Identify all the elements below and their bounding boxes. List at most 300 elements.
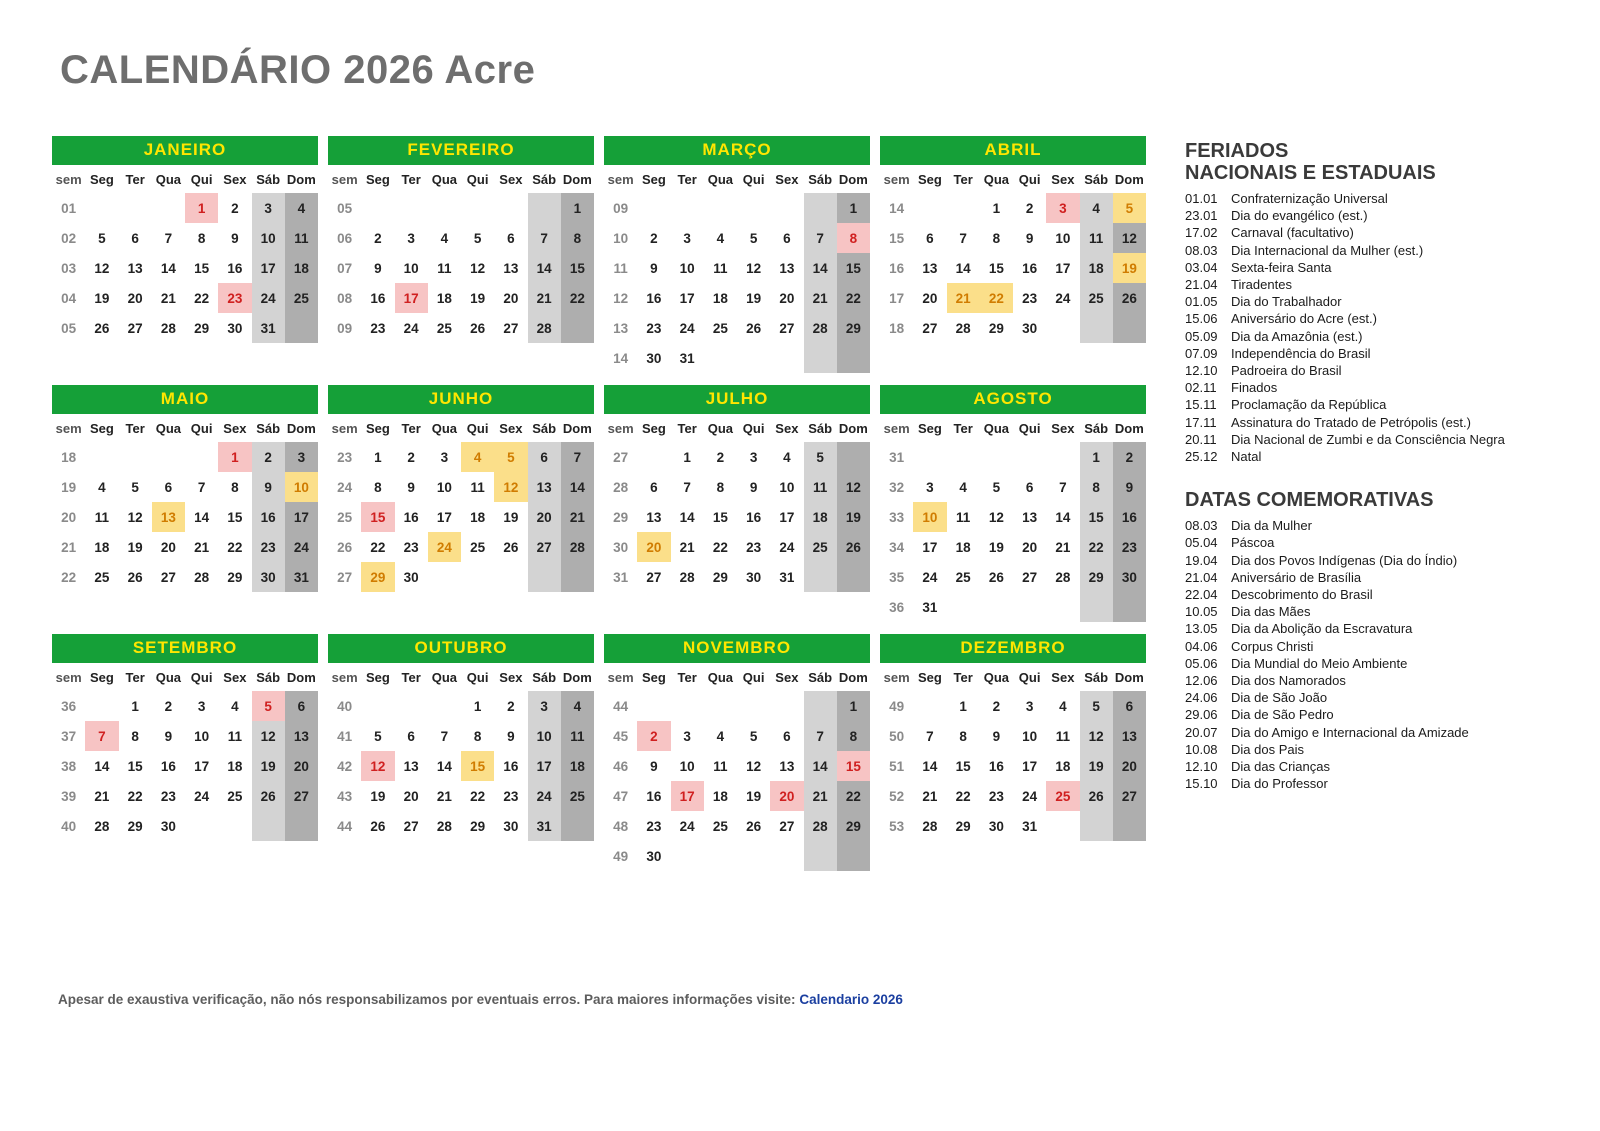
- day-cell[interactable]: 28: [194, 569, 210, 585]
- day-cell[interactable]: 3: [252, 193, 285, 223]
- day-cell[interactable]: 30: [160, 818, 176, 834]
- day-cell[interactable]: 19: [127, 539, 143, 555]
- day-cell[interactable]: 20: [1113, 751, 1146, 781]
- day-cell[interactable]: 18: [712, 788, 728, 804]
- day-cell[interactable]: 4: [461, 442, 494, 472]
- day-cell[interactable]: 27: [528, 532, 561, 562]
- day-cell[interactable]: 29: [194, 320, 210, 336]
- day-cell[interactable]: 2: [637, 721, 670, 751]
- day-cell[interactable]: 22: [194, 290, 210, 306]
- day-cell[interactable]: 3: [407, 230, 415, 246]
- day-cell[interactable]: 19: [837, 502, 870, 532]
- day-cell[interactable]: 18: [285, 253, 318, 283]
- day-cell[interactable]: 28: [561, 532, 594, 562]
- day-cell[interactable]: 3: [1046, 193, 1079, 223]
- day-cell[interactable]: 11: [437, 260, 452, 276]
- day-cell[interactable]: 27: [779, 320, 795, 336]
- day-cell[interactable]: 24: [528, 781, 561, 811]
- day-cell[interactable]: 21: [160, 290, 176, 306]
- day-cell[interactable]: 17: [436, 509, 452, 525]
- day-cell[interactable]: 5: [252, 691, 285, 721]
- day-cell[interactable]: 2: [1025, 200, 1034, 216]
- day-cell[interactable]: 5: [749, 728, 758, 744]
- day-cell[interactable]: 16: [160, 758, 176, 774]
- day-cell[interactable]: 31: [679, 350, 695, 366]
- day-cell[interactable]: 5: [1113, 193, 1146, 223]
- day-cell[interactable]: 25: [436, 320, 452, 336]
- day-cell[interactable]: 10: [194, 728, 210, 744]
- day-cell[interactable]: 13: [127, 260, 143, 276]
- day-cell[interactable]: 15: [837, 751, 870, 781]
- day-cell[interactable]: 26: [127, 569, 143, 585]
- day-cell[interactable]: 21: [947, 283, 980, 313]
- day-cell[interactable]: 16: [1022, 260, 1038, 276]
- day-cell[interactable]: 22: [1080, 532, 1113, 562]
- day-cell[interactable]: 8: [1080, 472, 1113, 502]
- day-cell[interactable]: 26: [94, 320, 110, 336]
- day-cell[interactable]: 22: [470, 788, 486, 804]
- day-cell[interactable]: 14: [804, 253, 837, 283]
- day-cell[interactable]: 25: [561, 781, 594, 811]
- day-cell[interactable]: 29: [1080, 562, 1113, 592]
- day-cell[interactable]: 5: [992, 479, 1001, 495]
- day-cell[interactable]: 3: [285, 442, 318, 472]
- day-cell[interactable]: 6: [131, 230, 139, 246]
- day-cell[interactable]: 8: [992, 230, 1001, 246]
- day-cell[interactable]: 24: [679, 818, 695, 834]
- day-cell[interactable]: 20: [503, 290, 519, 306]
- day-cell[interactable]: 23: [988, 788, 1004, 804]
- day-cell[interactable]: 31: [285, 562, 318, 592]
- day-cell[interactable]: 13: [403, 758, 419, 774]
- day-cell[interactable]: 30: [227, 320, 243, 336]
- day-cell[interactable]: 12: [837, 472, 870, 502]
- day-cell[interactable]: 29: [127, 818, 143, 834]
- day-cell[interactable]: 6: [507, 230, 515, 246]
- day-cell[interactable]: 30: [403, 569, 419, 585]
- day-cell[interactable]: 31: [252, 313, 285, 343]
- day-cell[interactable]: 21: [194, 539, 210, 555]
- day-cell[interactable]: 7: [804, 223, 837, 253]
- day-cell[interactable]: 5: [131, 479, 139, 495]
- day-cell[interactable]: 20: [637, 532, 670, 562]
- day-cell[interactable]: 22: [561, 283, 594, 313]
- day-cell[interactable]: 28: [804, 313, 837, 343]
- day-cell[interactable]: 19: [746, 788, 762, 804]
- day-cell[interactable]: 1: [218, 442, 251, 472]
- day-cell[interactable]: 6: [164, 479, 173, 495]
- day-cell[interactable]: 7: [164, 230, 173, 246]
- day-cell[interactable]: 24: [403, 320, 419, 336]
- day-cell[interactable]: 17: [194, 758, 210, 774]
- day-cell[interactable]: 14: [94, 758, 110, 774]
- day-cell[interactable]: 11: [955, 509, 971, 525]
- day-cell[interactable]: 5: [804, 442, 837, 472]
- day-cell[interactable]: 18: [1055, 758, 1071, 774]
- day-cell[interactable]: 25: [227, 788, 243, 804]
- day-cell[interactable]: 18: [712, 290, 728, 306]
- day-cell[interactable]: 8: [561, 223, 594, 253]
- day-cell[interactable]: 21: [804, 781, 837, 811]
- day-cell[interactable]: 29: [955, 818, 971, 834]
- day-cell[interactable]: 10: [1055, 230, 1071, 246]
- day-cell[interactable]: 10: [779, 479, 795, 495]
- day-cell[interactable]: 13: [779, 758, 795, 774]
- day-cell[interactable]: 1: [561, 193, 594, 223]
- day-cell[interactable]: 27: [127, 320, 143, 336]
- day-cell[interactable]: 16: [746, 509, 762, 525]
- day-cell[interactable]: 13: [779, 260, 795, 276]
- day-cell[interactable]: 18: [561, 751, 594, 781]
- day-cell[interactable]: 28: [436, 818, 452, 834]
- day-cell[interactable]: 24: [194, 788, 210, 804]
- day-cell[interactable]: 1: [131, 698, 139, 714]
- day-cell[interactable]: 7: [528, 223, 561, 253]
- day-cell[interactable]: 20: [528, 502, 561, 532]
- day-cell[interactable]: 6: [1113, 691, 1146, 721]
- day-cell[interactable]: 9: [650, 758, 658, 774]
- day-cell[interactable]: 5: [1080, 691, 1113, 721]
- day-cell[interactable]: 23: [218, 283, 251, 313]
- day-cell[interactable]: 14: [436, 758, 452, 774]
- day-cell[interactable]: 2: [407, 449, 415, 465]
- day-cell[interactable]: 1: [185, 193, 218, 223]
- day-cell[interactable]: 1: [374, 449, 382, 465]
- day-cell[interactable]: 10: [679, 758, 695, 774]
- day-cell[interactable]: 21: [528, 283, 561, 313]
- day-cell[interactable]: 11: [1080, 223, 1113, 253]
- day-cell[interactable]: 30: [746, 569, 762, 585]
- day-cell[interactable]: 2: [507, 698, 515, 714]
- day-cell[interactable]: 11: [713, 260, 728, 276]
- day-cell[interactable]: 3: [683, 230, 691, 246]
- day-cell[interactable]: 6: [528, 442, 561, 472]
- day-cell[interactable]: 1: [837, 193, 870, 223]
- day-cell[interactable]: 2: [992, 698, 1001, 714]
- day-cell[interactable]: 18: [1080, 253, 1113, 283]
- day-cell[interactable]: 28: [1055, 569, 1071, 585]
- day-cell[interactable]: 20: [403, 788, 419, 804]
- day-cell[interactable]: 23: [370, 320, 386, 336]
- day-cell[interactable]: 2: [716, 449, 725, 465]
- day-cell[interactable]: 27: [403, 818, 419, 834]
- day-cell[interactable]: 14: [955, 260, 971, 276]
- day-cell[interactable]: 21: [922, 788, 938, 804]
- day-cell[interactable]: 28: [679, 569, 695, 585]
- day-cell[interactable]: 12: [470, 260, 486, 276]
- day-cell[interactable]: 17: [679, 290, 695, 306]
- day-cell[interactable]: 17: [1055, 260, 1071, 276]
- day-cell[interactable]: 24: [1055, 290, 1071, 306]
- day-cell[interactable]: 26: [988, 569, 1004, 585]
- day-cell[interactable]: 26: [746, 320, 762, 336]
- day-cell[interactable]: 26: [470, 320, 486, 336]
- day-cell[interactable]: 24: [252, 283, 285, 313]
- day-cell[interactable]: 21: [561, 502, 594, 532]
- day-cell[interactable]: 9: [164, 728, 173, 744]
- day-cell[interactable]: 10: [285, 472, 318, 502]
- day-cell[interactable]: 27: [1022, 569, 1038, 585]
- day-cell[interactable]: 28: [922, 818, 938, 834]
- day-cell[interactable]: 11: [227, 728, 243, 744]
- day-cell[interactable]: 2: [231, 200, 239, 216]
- day-cell[interactable]: 19: [252, 751, 285, 781]
- day-cell[interactable]: 8: [473, 728, 482, 744]
- day-cell[interactable]: 30: [988, 818, 1004, 834]
- day-cell[interactable]: 10: [252, 223, 285, 253]
- day-cell[interactable]: 4: [440, 230, 449, 246]
- day-cell[interactable]: 6: [1025, 479, 1034, 495]
- day-cell[interactable]: 11: [804, 472, 837, 502]
- day-cell[interactable]: 14: [679, 509, 695, 525]
- day-cell[interactable]: 26: [370, 818, 386, 834]
- day-cell[interactable]: 3: [440, 449, 449, 465]
- day-cell[interactable]: 12: [746, 260, 762, 276]
- day-cell[interactable]: 23: [646, 320, 662, 336]
- day-cell[interactable]: 25: [712, 320, 728, 336]
- day-cell[interactable]: 15: [1080, 502, 1113, 532]
- day-cell[interactable]: 2: [650, 230, 658, 246]
- day-cell[interactable]: 24: [428, 532, 461, 562]
- day-cell[interactable]: 19: [94, 290, 110, 306]
- day-cell[interactable]: 1: [683, 449, 691, 465]
- day-cell[interactable]: 6: [783, 230, 791, 246]
- day-cell[interactable]: 21: [804, 283, 837, 313]
- day-cell[interactable]: 11: [561, 721, 594, 751]
- day-cell[interactable]: 25: [955, 569, 971, 585]
- day-cell[interactable]: 23: [1113, 532, 1146, 562]
- day-cell[interactable]: 9: [507, 728, 515, 744]
- day-cell[interactable]: 13: [152, 502, 185, 532]
- day-cell[interactable]: 26: [1113, 283, 1146, 313]
- day-cell[interactable]: 8: [959, 728, 967, 744]
- day-cell[interactable]: 8: [231, 479, 239, 495]
- day-cell[interactable]: 21: [94, 788, 110, 804]
- day-cell[interactable]: 21: [436, 788, 452, 804]
- day-cell[interactable]: 23: [503, 788, 519, 804]
- day-cell[interactable]: 15: [955, 758, 971, 774]
- day-cell[interactable]: 25: [712, 818, 728, 834]
- day-cell[interactable]: 13: [646, 509, 662, 525]
- day-cell[interactable]: 4: [716, 230, 725, 246]
- day-cell[interactable]: 3: [197, 698, 206, 714]
- day-cell[interactable]: 30: [252, 562, 285, 592]
- day-cell[interactable]: 25: [1080, 283, 1113, 313]
- day-cell[interactable]: 27: [160, 569, 176, 585]
- day-cell[interactable]: 12: [1080, 721, 1113, 751]
- day-cell[interactable]: 14: [922, 758, 938, 774]
- day-cell[interactable]: 16: [1113, 502, 1146, 532]
- day-cell[interactable]: 12: [988, 509, 1004, 525]
- day-cell[interactable]: 6: [926, 230, 934, 246]
- day-cell[interactable]: 11: [285, 223, 318, 253]
- day-cell[interactable]: 30: [503, 818, 519, 834]
- day-cell[interactable]: 20: [770, 781, 803, 811]
- day-cell[interactable]: 14: [1055, 509, 1071, 525]
- day-cell[interactable]: 3: [1025, 698, 1034, 714]
- day-cell[interactable]: 8: [716, 479, 725, 495]
- day-cell[interactable]: 1: [473, 698, 482, 714]
- day-cell[interactable]: 20: [285, 751, 318, 781]
- day-cell[interactable]: 22: [837, 781, 870, 811]
- day-cell[interactable]: 15: [712, 509, 728, 525]
- day-cell[interactable]: 2: [1113, 442, 1146, 472]
- day-cell[interactable]: 9: [992, 728, 1001, 744]
- day-cell[interactable]: 19: [988, 539, 1004, 555]
- day-cell[interactable]: 18: [955, 539, 971, 555]
- day-cell[interactable]: 23: [1022, 290, 1038, 306]
- day-cell[interactable]: 8: [131, 728, 139, 744]
- day-cell[interactable]: 19: [1113, 253, 1146, 283]
- day-cell[interactable]: 18: [436, 290, 452, 306]
- day-cell[interactable]: 30: [646, 848, 662, 864]
- day-cell[interactable]: 18: [804, 502, 837, 532]
- day-cell[interactable]: 10: [1022, 728, 1038, 744]
- day-cell[interactable]: 13: [1022, 509, 1038, 525]
- day-cell[interactable]: 16: [227, 260, 243, 276]
- day-cell[interactable]: 17: [671, 781, 704, 811]
- day-cell[interactable]: 25: [285, 283, 318, 313]
- day-cell[interactable]: 24: [779, 539, 795, 555]
- day-cell[interactable]: 5: [473, 230, 482, 246]
- day-cell[interactable]: 13: [1113, 721, 1146, 751]
- day-cell[interactable]: 14: [160, 260, 176, 276]
- day-cell[interactable]: 22: [127, 788, 143, 804]
- day-cell[interactable]: 20: [922, 290, 938, 306]
- day-cell[interactable]: 29: [470, 818, 486, 834]
- day-cell[interactable]: 22: [712, 539, 728, 555]
- day-cell[interactable]: 13: [528, 472, 561, 502]
- day-cell[interactable]: 2: [374, 230, 382, 246]
- day-cell[interactable]: 24: [679, 320, 695, 336]
- day-cell[interactable]: 24: [922, 569, 938, 585]
- day-cell[interactable]: 26: [503, 539, 519, 555]
- day-cell[interactable]: 22: [980, 283, 1013, 313]
- day-cell[interactable]: 19: [470, 290, 486, 306]
- day-cell[interactable]: 31: [922, 599, 938, 615]
- day-cell[interactable]: 6: [407, 728, 415, 744]
- day-cell[interactable]: 19: [370, 788, 386, 804]
- day-cell[interactable]: 7: [561, 442, 594, 472]
- day-cell[interactable]: 3: [528, 691, 561, 721]
- day-cell[interactable]: 9: [1113, 472, 1146, 502]
- day-cell[interactable]: 10: [528, 721, 561, 751]
- day-cell[interactable]: 19: [503, 509, 519, 525]
- day-cell[interactable]: 29: [837, 811, 870, 841]
- day-cell[interactable]: 13: [285, 721, 318, 751]
- day-cell[interactable]: 9: [1025, 230, 1034, 246]
- day-cell[interactable]: 15: [988, 260, 1004, 276]
- day-cell[interactable]: 17: [1022, 758, 1038, 774]
- day-cell[interactable]: 12: [127, 509, 143, 525]
- day-cell[interactable]: 29: [361, 562, 394, 592]
- day-cell[interactable]: 29: [837, 313, 870, 343]
- day-cell[interactable]: 14: [194, 509, 210, 525]
- day-cell[interactable]: 11: [470, 479, 485, 495]
- day-cell[interactable]: 16: [403, 509, 419, 525]
- day-cell[interactable]: 15: [194, 260, 210, 276]
- day-cell[interactable]: 16: [646, 788, 662, 804]
- day-cell[interactable]: 12: [94, 260, 110, 276]
- day-cell[interactable]: 17: [252, 253, 285, 283]
- day-cell[interactable]: 9: [650, 260, 658, 276]
- day-cell[interactable]: 31: [779, 569, 795, 585]
- day-cell[interactable]: 20: [160, 539, 176, 555]
- day-cell[interactable]: 7: [959, 230, 967, 246]
- day-cell[interactable]: 4: [285, 193, 318, 223]
- day-cell[interactable]: 28: [528, 313, 561, 343]
- day-cell[interactable]: 15: [561, 253, 594, 283]
- footer-link[interactable]: Calendario 2026: [799, 992, 903, 1007]
- day-cell[interactable]: 11: [1055, 728, 1071, 744]
- day-cell[interactable]: 19: [1080, 751, 1113, 781]
- day-cell[interactable]: 20: [127, 290, 143, 306]
- day-cell[interactable]: 10: [436, 479, 452, 495]
- day-cell[interactable]: 7: [197, 479, 206, 495]
- day-cell[interactable]: 15: [837, 253, 870, 283]
- day-cell[interactable]: 3: [683, 728, 691, 744]
- day-cell[interactable]: 17: [528, 751, 561, 781]
- day-cell[interactable]: 25: [470, 539, 486, 555]
- day-cell[interactable]: 17: [779, 509, 795, 525]
- day-cell[interactable]: 16: [252, 502, 285, 532]
- day-cell[interactable]: 7: [440, 728, 449, 744]
- day-cell[interactable]: 22: [227, 539, 243, 555]
- day-cell[interactable]: 18: [94, 539, 110, 555]
- day-cell[interactable]: 13: [503, 260, 519, 276]
- day-cell[interactable]: 1: [1080, 442, 1113, 472]
- day-cell[interactable]: 4: [231, 698, 239, 714]
- day-cell[interactable]: 18: [470, 509, 486, 525]
- day-cell[interactable]: 15: [127, 758, 143, 774]
- day-cell[interactable]: 12: [494, 472, 527, 502]
- day-cell[interactable]: 15: [461, 751, 494, 781]
- day-cell[interactable]: 27: [503, 320, 519, 336]
- day-cell[interactable]: 8: [374, 479, 382, 495]
- day-cell[interactable]: 1: [992, 200, 1001, 216]
- day-cell[interactable]: 5: [494, 442, 527, 472]
- day-cell[interactable]: 21: [679, 539, 695, 555]
- day-cell[interactable]: 26: [837, 532, 870, 562]
- day-cell[interactable]: 17: [395, 283, 428, 313]
- day-cell[interactable]: 8: [837, 223, 870, 253]
- day-cell[interactable]: 9: [252, 472, 285, 502]
- day-cell[interactable]: 28: [804, 811, 837, 841]
- day-cell[interactable]: 17: [285, 502, 318, 532]
- day-cell[interactable]: 7: [85, 721, 118, 751]
- day-cell[interactable]: 31: [1022, 818, 1038, 834]
- day-cell[interactable]: 24: [1022, 788, 1038, 804]
- day-cell[interactable]: 9: [374, 260, 382, 276]
- day-cell[interactable]: 4: [1059, 698, 1067, 714]
- day-cell[interactable]: 27: [779, 818, 795, 834]
- day-cell[interactable]: 15: [227, 509, 243, 525]
- day-cell[interactable]: 22: [370, 539, 386, 555]
- day-cell[interactable]: 4: [561, 691, 594, 721]
- day-cell[interactable]: 7: [683, 479, 691, 495]
- day-cell[interactable]: 25: [804, 532, 837, 562]
- day-cell[interactable]: 23: [403, 539, 419, 555]
- day-cell[interactable]: 4: [783, 449, 791, 465]
- day-cell[interactable]: 7: [1059, 479, 1067, 495]
- day-cell[interactable]: 27: [1113, 781, 1146, 811]
- day-cell[interactable]: 4: [959, 479, 967, 495]
- day-cell[interactable]: 11: [94, 509, 110, 525]
- day-cell[interactable]: 22: [955, 788, 971, 804]
- day-cell[interactable]: 12: [1113, 223, 1146, 253]
- day-cell[interactable]: 19: [746, 290, 762, 306]
- day-cell[interactable]: 2: [164, 698, 173, 714]
